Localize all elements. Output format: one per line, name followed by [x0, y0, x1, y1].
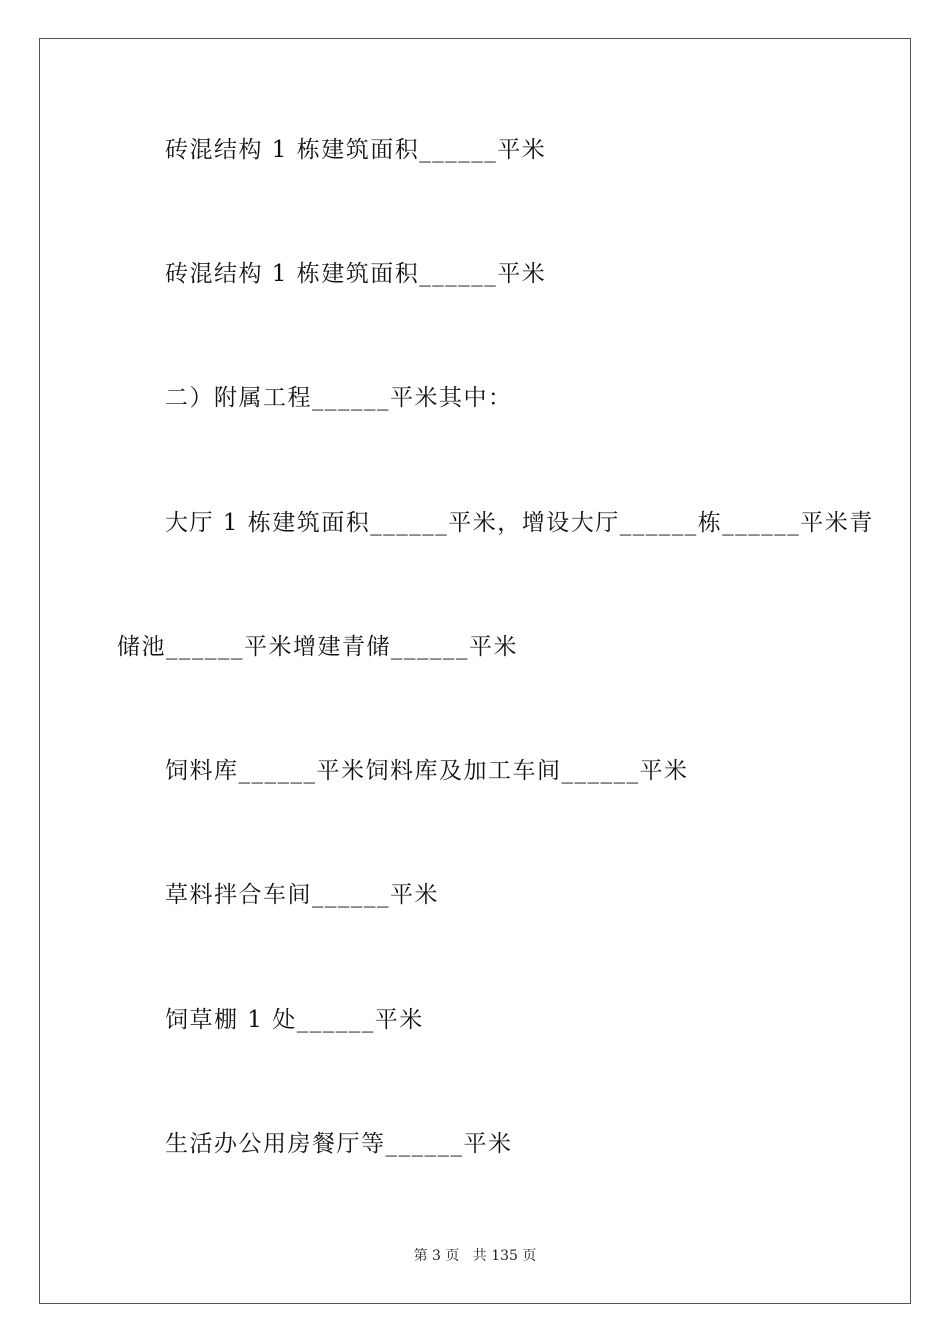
- text-line-2: 砖混结构 1 栋建筑面积______平米: [165, 261, 547, 287]
- page-border: [39, 38, 911, 1304]
- text-line-4: 大厅 1 栋建筑面积______平米，增设大厅______栋______平米青: [165, 510, 874, 536]
- text-line-8: 饲草棚 1 处______平米: [165, 1007, 424, 1033]
- text-line-5: 储池______平米增建青储______平米: [117, 634, 518, 660]
- text-line-7: 草料拌合车间______平米: [165, 882, 439, 908]
- text-line-6: 饲料库______平米饲料库及加工车间______平米: [165, 758, 689, 784]
- text-line-1: 砖混结构 1 栋建筑面积______平米: [165, 137, 547, 163]
- text-line-3: 二）附属工程______平米其中：: [165, 385, 513, 411]
- page-footer: 第 3 页 共 135 页: [413, 1248, 537, 1264]
- text-line-9: 生活办公用房餐厅等______平米: [165, 1131, 513, 1157]
